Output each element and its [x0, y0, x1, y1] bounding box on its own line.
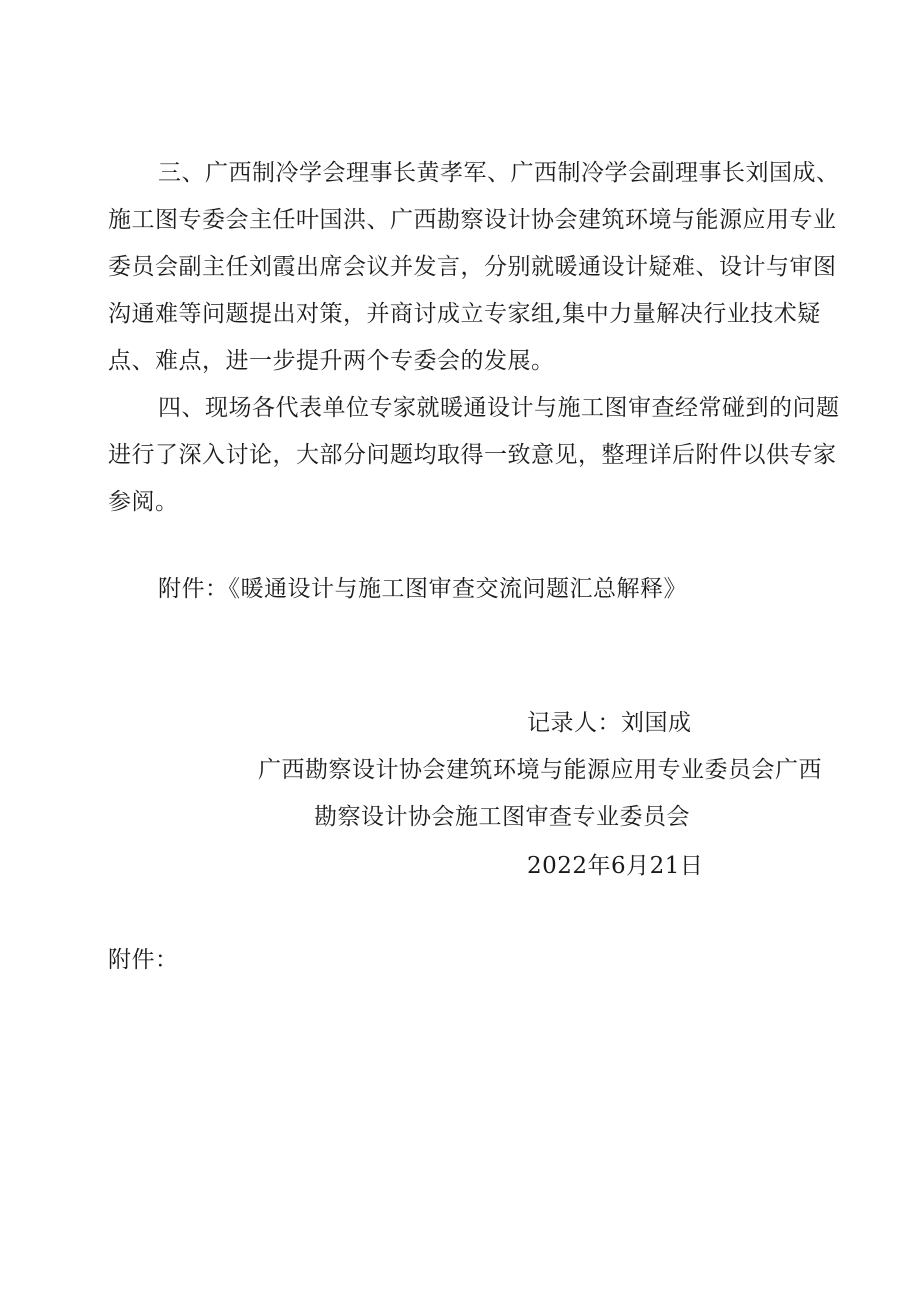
attachment-label: 附件： — [108, 947, 179, 973]
paragraph-3-line-1: 三、广西制冷学会理事长黄孝军、广西制冷学会副理事长刘国成、 — [158, 160, 840, 186]
paragraph-4 — [108, 385, 840, 526]
paragraph-4-line-3: 参阅。 — [108, 489, 179, 515]
paragraph-3-line-2: 施工图专委会主任叶国洪、广西勘察设计协会建筑环境与能源应用专业 — [108, 207, 837, 233]
paragraph-3-line-4: 沟通难等问题提出对策，并商讨成立专家组,集中力量解决行业技术疑 — [108, 301, 821, 327]
paragraph-3-line-5: 点、难点，进一步提升两个专委会的发展。 — [108, 348, 555, 374]
paragraph-4-line-2: 进行了深入讨论，大部分问题均取得一致意见，整理详后附件以供专家 — [108, 442, 837, 468]
attachment-note: 附件：《暖通设计与施工图审查交流问题汇总解释》 — [158, 576, 687, 602]
organization-line-2: 勘察设计协会施工图审查专业委员会 — [314, 804, 690, 830]
recorder-line: 记录人：刘国成 — [527, 710, 692, 736]
paragraph-4-line-1: 四、现场各代表单位专家就暖通设计与施工图审查经常碰到的问题 — [158, 395, 840, 421]
paragraph-3-line-3: 委员会副主任刘霞出席会议并发言，分别就暖通设计疑难、设计与审图 — [108, 254, 837, 280]
organization-line-1: 广西勘察设计协会建筑环境与能源应用专业委员会广西 — [258, 757, 822, 783]
signature-date: 2022年6月21日 — [527, 853, 704, 879]
paragraph-3 — [108, 150, 840, 385]
